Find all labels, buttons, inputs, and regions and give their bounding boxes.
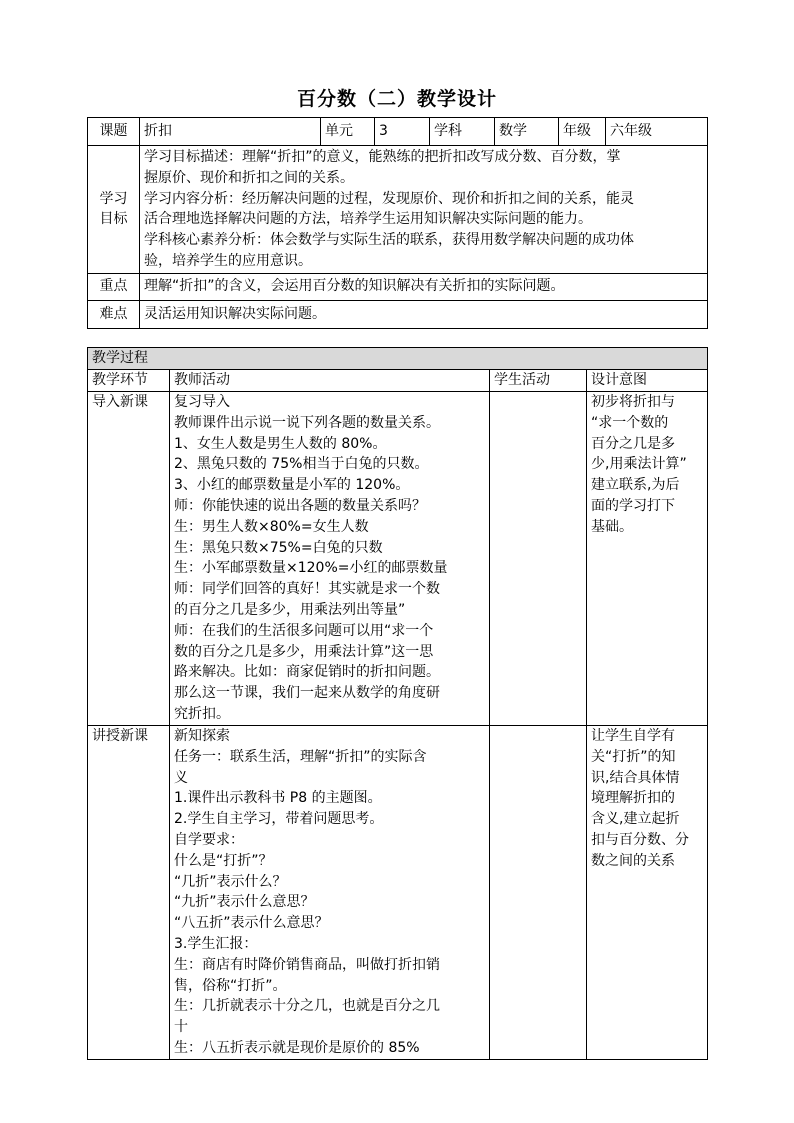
grade-label: 年级: [559, 118, 606, 146]
design-line: 面的学习打下: [591, 497, 675, 514]
teacher-activity: [170, 392, 490, 726]
design-line: 数之间的关系: [591, 852, 675, 869]
goals-line: 验，培养学生的应用意识。: [144, 252, 312, 269]
difficulty-text: 灵活运用知识解决实际问题。: [140, 300, 708, 328]
teacher-line: 的百分之几是多少，用乘法列出等量”: [174, 601, 406, 618]
col-design: 设计意图: [587, 370, 708, 392]
teacher-line: 师：在我们的生活很多问题可以用“求一个: [174, 622, 434, 639]
teacher-line: 3.学生汇报：: [174, 935, 258, 952]
teacher-line: 教师课件出示说一说下列各题的数量关系。: [174, 414, 440, 431]
process-heading: 教学过程: [88, 348, 708, 370]
design-line: 基础。: [591, 518, 633, 535]
topic-label: 课题: [88, 118, 140, 146]
goals-line: 学习目标描述：理解“折扣”的意义，能熟练的把折扣改写成分数、百分数，掌: [144, 149, 621, 165]
teacher-line: 数的百分之几是多少，用乘法计算”这一思: [174, 643, 434, 660]
info-table: [87, 117, 708, 329]
teacher-line: 2.学生自主学习，带着问题思考。: [174, 811, 384, 828]
unit-value: 3: [375, 118, 430, 146]
page-title: 百分数（二）教学设计: [296, 88, 497, 110]
teacher-line: 十: [174, 1019, 188, 1036]
process-table: [87, 347, 708, 1060]
design-line: 百分之几是多: [591, 435, 675, 452]
key-text: 理解“折扣”的含义，会运用百分数的知识解决有关折扣的实际问题。: [140, 273, 708, 300]
design-line: 扣与百分数、分: [591, 831, 689, 848]
unit-label: 单元: [321, 118, 375, 146]
goals-line: 学科核心素养分析：体会数学与实际生活的联系，获得用数学解决问题的成功体: [144, 232, 634, 249]
teacher-line: 那么这一节课，我们一起来从数学的角度研: [174, 685, 440, 702]
topic-value: 折扣: [140, 118, 321, 146]
design-intent: [587, 726, 708, 1060]
stage-cell: 导入新课: [88, 392, 170, 726]
teacher-line: 义: [174, 769, 188, 786]
goals-label-line: 目标: [99, 211, 128, 228]
design-line: 境理解折扣的: [591, 790, 675, 807]
teacher-line: 什么是“打折”？: [174, 852, 273, 869]
teacher-line: 生：黑兔只数×75%=白兔的只数: [174, 539, 383, 556]
design-line: 建立联系,为后: [591, 477, 680, 494]
design-line: 少,用乘法计算”: [591, 456, 687, 473]
student-activity: [490, 392, 587, 726]
teacher-line: 任务一：联系生活，理解“折扣”的实际含: [174, 748, 427, 765]
teacher-line: 生：小军邮票数量×120%=小红的邮票数量: [174, 560, 448, 577]
teacher-line: 生：商店有时降价销售商品，叫做打折扣销: [174, 956, 440, 973]
design-intent: [587, 392, 708, 726]
difficulty-label: 难点: [88, 300, 140, 328]
teacher-line: 究折扣。: [174, 705, 230, 722]
stage-cell: 讲授新课: [88, 726, 170, 1060]
design-line: “求一个数的: [591, 414, 669, 431]
design-line: 初步将折扣与: [591, 394, 675, 410]
teacher-line: 自学要求：: [174, 831, 244, 848]
teacher-line: 售，俗称“打折”。: [174, 977, 287, 994]
subject-label: 学科: [430, 118, 495, 146]
goals-text: [140, 146, 708, 274]
goals-line: 学习内容分析：经历解决问题的过程，发现原价、现价和折扣之间的关系，能灵: [144, 190, 634, 207]
design-line: 让学生自学有: [591, 728, 675, 744]
goals-line: 握原价、现价和折扣之间的关系。: [144, 169, 354, 186]
teacher-line: 1、女生人数是男生人数的 80%。: [174, 435, 387, 452]
grade-value: 六年级: [606, 118, 708, 146]
teacher-activity: [170, 726, 490, 1060]
goals-label: [88, 146, 140, 274]
subject-value: 数学: [495, 118, 559, 146]
teacher-line: 师：同学们回答的真好！其实就是求一个数: [174, 581, 440, 598]
col-student: 学生活动: [490, 370, 587, 392]
col-stage: 教学环节: [88, 370, 170, 392]
student-activity: [490, 726, 587, 1060]
teacher-line: 生：几折就表示十分之几，也就是百分之几: [174, 998, 440, 1015]
teacher-line: “几折”表示什么？: [174, 873, 287, 890]
teacher-line: “九折”表示什么意思？: [174, 894, 315, 911]
design-line: 识,结合具体情: [591, 769, 680, 786]
teacher-line: 3、小红的邮票数量是小军的 120%。: [174, 477, 410, 494]
teacher-line: 1.课件出示教科书 P8 的主题图。: [174, 790, 382, 807]
design-line: 关“打折”的知: [591, 748, 676, 765]
teacher-line: 新知探索: [174, 728, 230, 744]
key-label: 重点: [88, 273, 140, 300]
design-line: 含义,建立起折: [591, 811, 680, 828]
teacher-line: “八五折”表示什么意思？: [174, 915, 329, 932]
teacher-line: 路来解决。比如：商家促销时的折扣问题。: [174, 664, 440, 681]
teacher-line: 复习导入: [174, 394, 230, 410]
teacher-line: 生：八五折表示就是现价是原价的 85%: [174, 1039, 420, 1056]
teacher-line: 生：男生人数×80%=女生人数: [174, 518, 369, 535]
col-teacher: 教师活动: [170, 370, 490, 392]
teacher-line: 2、黑兔只数的 75%相当于白兔的只数。: [174, 456, 429, 473]
teacher-line: 师：你能快速的说出各题的数量关系吗？: [174, 497, 426, 514]
goals-line: 活合理地选择解决问题的方法，培养学生运用知识解决实际问题的能力。: [144, 211, 592, 228]
goals-label-line: 学习: [99, 190, 128, 207]
